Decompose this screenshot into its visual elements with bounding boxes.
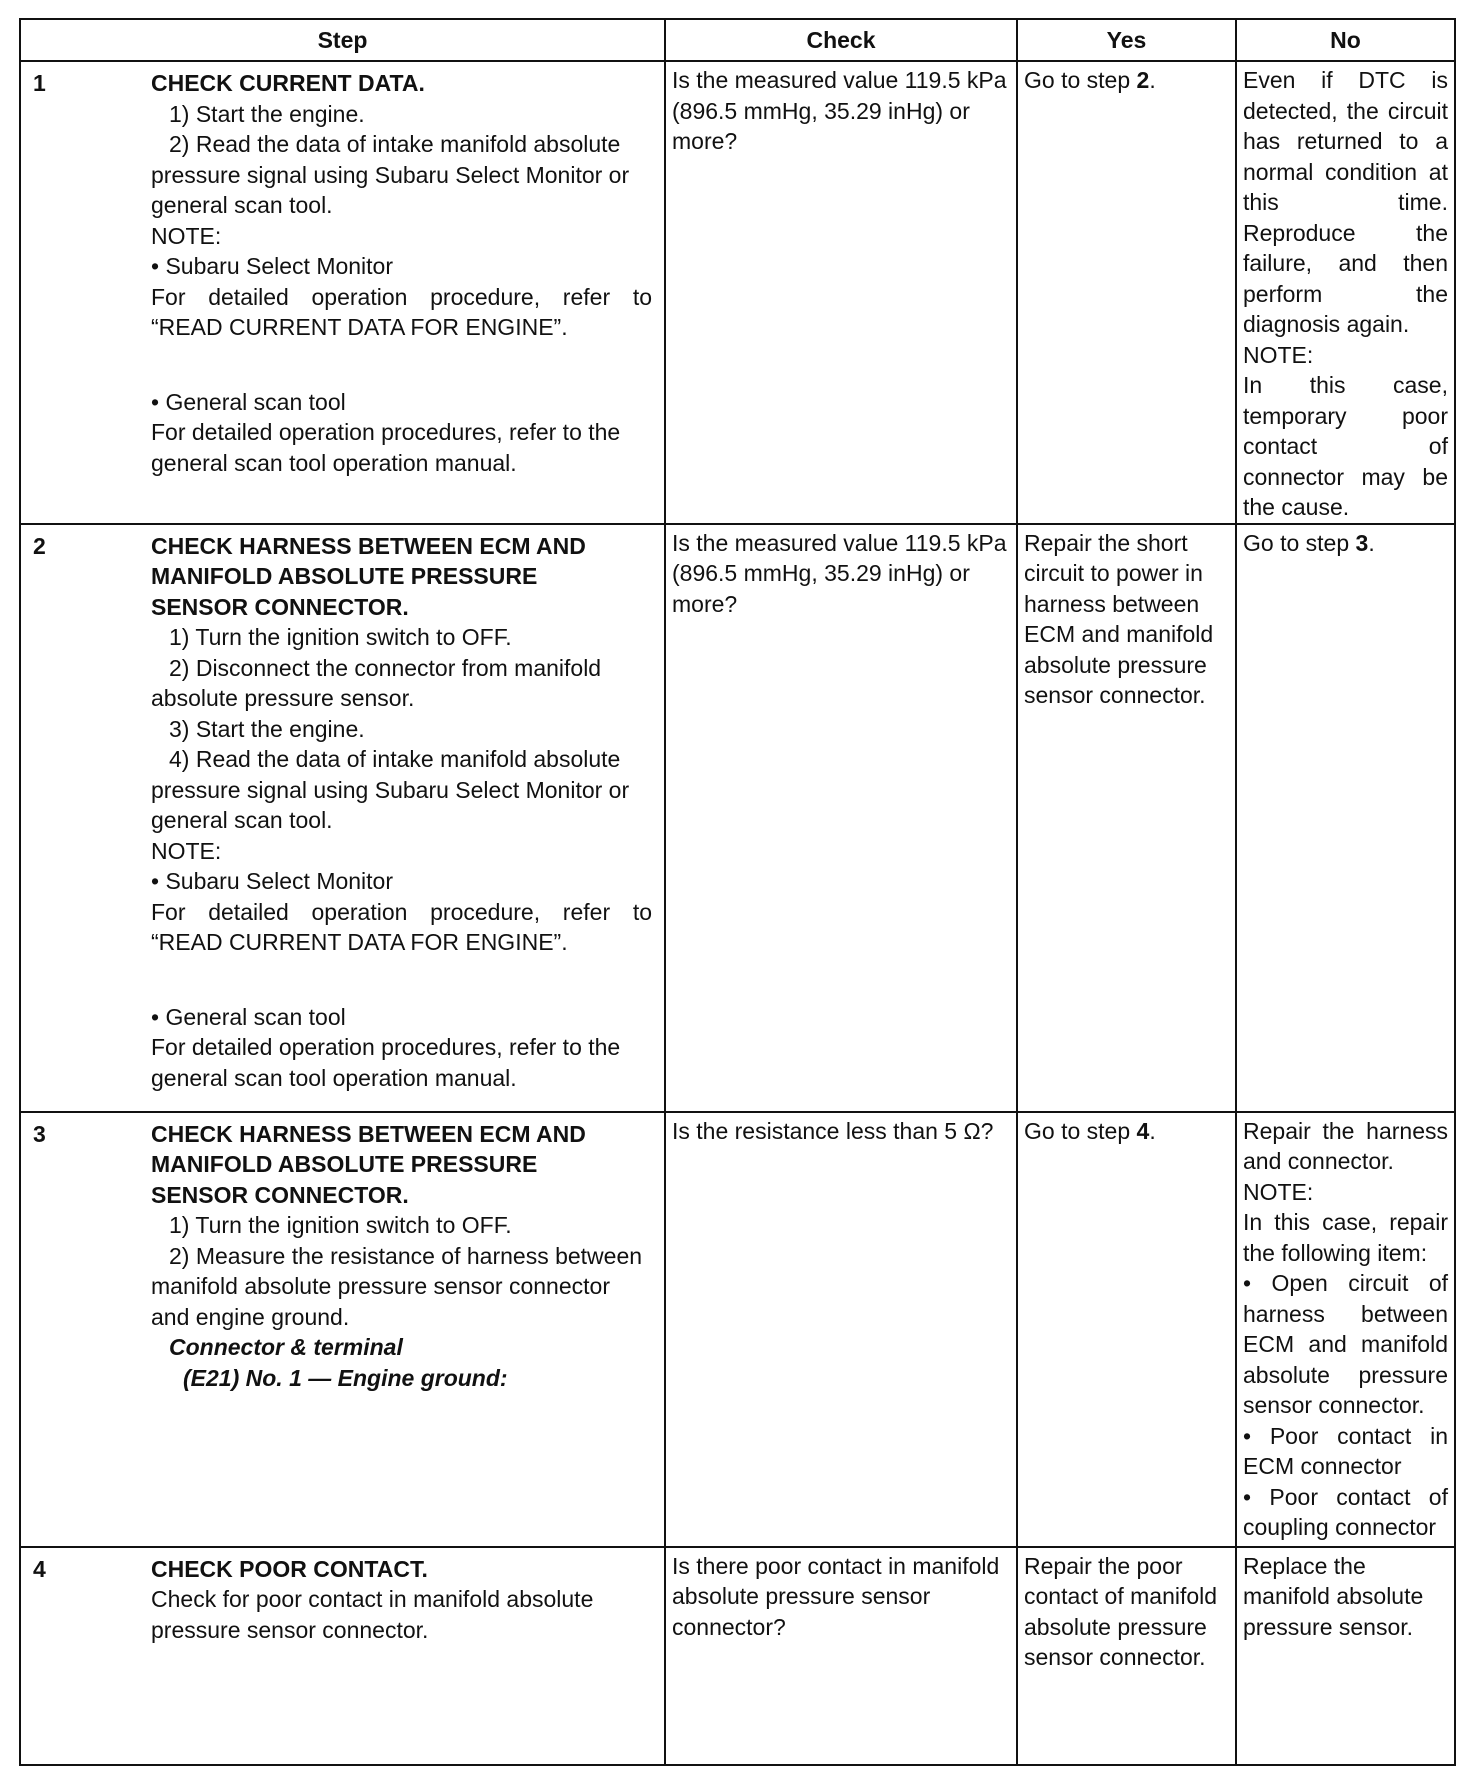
note-label: NOTE:	[1243, 1178, 1314, 1205]
table-row	[20, 524, 1455, 1112]
note-text: In this case, temporary poor contact of connector may be the cause.	[1243, 372, 1448, 520]
header-row	[20, 19, 1455, 61]
note-text: “READ CURRENT DATA FOR ENGINE”.	[151, 929, 568, 955]
step-line: pressure sensor connector.	[151, 1616, 429, 1643]
step-link: 3	[1355, 529, 1369, 556]
note-text: “READ CURRENT DATA FOR ENGINE”.	[151, 314, 568, 340]
step-number: 4	[33, 1555, 46, 1582]
yes-cell	[1017, 1112, 1236, 1547]
check-cell: Is the resistance less than 5 Ω?	[665, 1112, 1017, 1547]
note-text: For detailed operation procedures, refer to the	[151, 1034, 621, 1060]
note-text: general scan tool operation manual.	[151, 449, 517, 476]
note-bullet: • General scan tool	[151, 388, 346, 415]
step-line: general scan tool.	[151, 192, 333, 218]
note-bullet: • Subaru Select Monitor	[151, 868, 394, 894]
note-label: NOTE:	[151, 222, 222, 249]
step-line: 2) Measure the resistance of harness between	[169, 1242, 643, 1269]
repair-item: • Open circuit of harness between ECM and manifold absolute pressure sensor connector.	[1243, 1270, 1448, 1418]
spec-heading: Connector & terminal	[169, 1334, 403, 1360]
yes-cell: Repair the poor contact of manifold absolute pressure sensor connector.	[1017, 1547, 1236, 1765]
step-line: 2) Read the data of intake manifold absolute	[169, 131, 621, 157]
step-body	[151, 1551, 658, 1646]
step-title: CHECK HARNESS BETWEEN ECM AND MANIFOLD ABSOLUTE PRESSURE SENSOR CONNECTOR.	[151, 532, 586, 620]
yes-text-end: .	[1149, 1117, 1156, 1144]
check-cell: Is the measured value 119.5 kPa (896.5 mmHg, 35.29 inHg) or more?	[665, 524, 1017, 1112]
yes-cell: Repair the short circuit to power in harness between ECM and manifold absolute pressure sensor connector.	[1017, 524, 1236, 1112]
step-body	[151, 1116, 658, 1394]
step-number: 2	[33, 532, 46, 559]
step-line: pressure signal using Subaru Select Monitor or	[151, 161, 630, 188]
spec-value: (E21) No. 1 — Engine ground:	[183, 1364, 508, 1391]
step-line: general scan tool.	[151, 807, 333, 833]
step-link: 4	[1136, 1117, 1150, 1144]
note-text: For detailed operation procedure, refer to	[151, 898, 652, 925]
note-bullet: • Subaru Select Monitor	[151, 253, 394, 279]
step-line: 4) Read the data of intake manifold absolute	[169, 746, 621, 772]
header-check: Check	[665, 19, 1017, 61]
step-title: CHECK HARNESS BETWEEN ECM AND MANIFOLD ABSOLUTE PRESSURE SENSOR CONNECTOR.	[151, 1120, 586, 1208]
step-link: 2	[1136, 67, 1150, 93]
step-body	[151, 65, 658, 478]
check-cell: Is the measured value 119.5 kPa (896.5 mmHg, 35.29 inHg) or more?	[665, 61, 1017, 524]
header-no: No	[1236, 19, 1455, 61]
step-cell	[20, 1547, 665, 1765]
no-text: Repair the harness and connector.	[1243, 1117, 1448, 1174]
yes-cell	[1017, 61, 1236, 524]
no-cell	[1236, 1112, 1455, 1547]
yes-text-end: .	[1149, 67, 1156, 93]
yes-text: Go to step	[1024, 67, 1137, 93]
step-line: pressure signal using Subaru Select Monitor or	[151, 776, 630, 803]
step-title: CHECK CURRENT DATA.	[151, 70, 425, 96]
step-line: 1) Turn the ignition switch to OFF.	[169, 1212, 512, 1238]
spacer	[151, 343, 652, 387]
spacer	[151, 958, 652, 1002]
no-cell	[1236, 524, 1455, 1112]
diagnostic-table	[19, 18, 1456, 1766]
repair-item: • Poor contact of coupling connector	[1243, 1483, 1448, 1540]
step-line: manifold absolute pressure sensor connector	[151, 1273, 610, 1299]
no-text-end: .	[1368, 529, 1375, 556]
step-number: 1	[33, 70, 46, 96]
note-text: For detailed operation procedures, refer to the	[151, 419, 621, 445]
note-label: NOTE:	[151, 837, 222, 864]
step-line: and engine ground.	[151, 1303, 350, 1330]
check-cell: Is there poor contact in manifold absolute pressure sensor connector?	[665, 1547, 1017, 1765]
step-line: absolute pressure sensor.	[151, 685, 415, 711]
note-text: For detailed operation procedure, refer to	[151, 283, 652, 310]
step-cell	[20, 61, 665, 524]
no-cell	[1236, 61, 1455, 524]
no-text: Even if DTC is detected, the circuit has returned to a normal condition at this time. Reproduce the failure, and then perform the diagnosis again.	[1243, 67, 1448, 337]
step-line: 1) Turn the ignition switch to OFF.	[169, 624, 512, 650]
header-yes: Yes	[1017, 19, 1236, 61]
note-text: general scan tool operation manual.	[151, 1064, 517, 1091]
step-title: CHECK POOR CONTACT.	[151, 1555, 428, 1582]
table-row	[20, 1112, 1455, 1547]
step-line: 1) Start the engine.	[169, 100, 365, 127]
header-step: Step	[20, 19, 665, 61]
no-text: Go to step	[1243, 529, 1356, 556]
yes-text: Go to step	[1024, 1117, 1137, 1144]
note-text: In this case, repair the following item:	[1243, 1209, 1448, 1266]
no-cell: Replace the manifold absolute pressure sensor.	[1236, 1547, 1455, 1765]
note-label: NOTE:	[1243, 341, 1314, 368]
step-line: 2) Disconnect the connector from manifold	[169, 654, 602, 681]
step-line: 3) Start the engine.	[169, 715, 365, 742]
step-line: Check for poor contact in manifold absolute	[151, 1586, 594, 1612]
step-cell	[20, 524, 665, 1112]
step-cell	[20, 1112, 665, 1547]
repair-item: • Poor contact in ECM connector	[1243, 1422, 1448, 1479]
note-bullet: • General scan tool	[151, 1003, 346, 1030]
step-body	[151, 528, 658, 1094]
table-row	[20, 1547, 1455, 1765]
table-row	[20, 61, 1455, 524]
step-number: 3	[33, 1120, 46, 1147]
